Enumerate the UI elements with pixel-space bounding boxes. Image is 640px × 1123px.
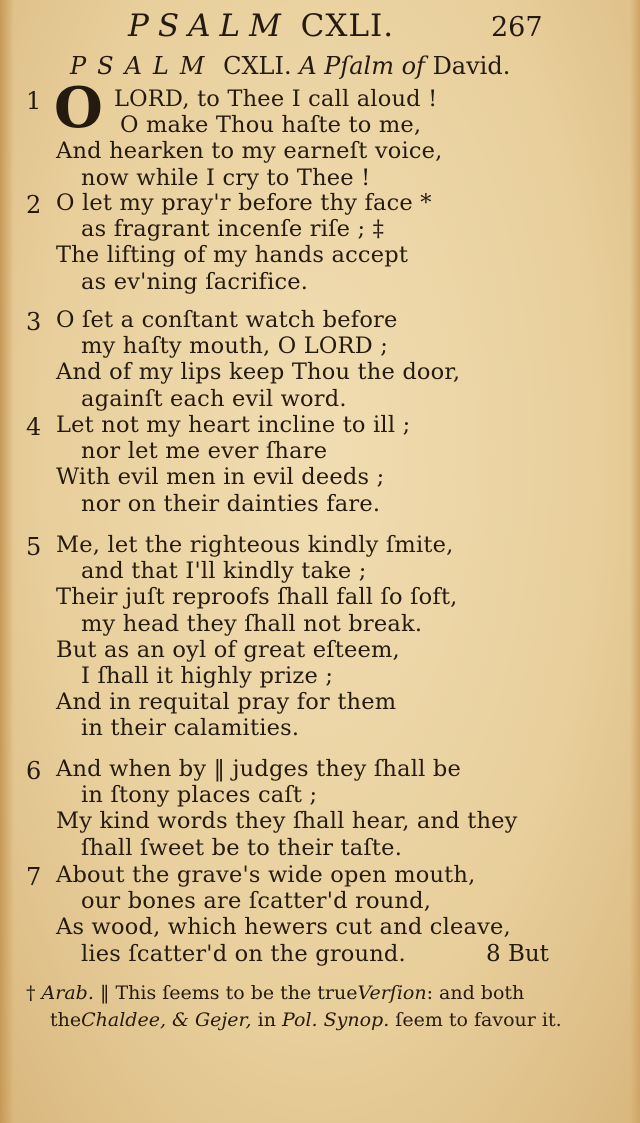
verse-line: And in requital pray for them (56, 689, 397, 716)
psalm-heading-word: PSALM (70, 52, 216, 80)
verse-line: as fragrant incenſe riſe ; ‡ (81, 216, 385, 243)
verse-line: lies ſcatter'd on the ground. (81, 940, 406, 967)
page-number: 267 (491, 12, 543, 43)
verse-line: Their juſt reproofs ſhall fall ſo ſoft, (56, 584, 458, 611)
footnote-text: ‖ This ſeems to be the true (99, 982, 358, 1004)
verse-number: 1 (26, 87, 42, 115)
footnote-text-end: : and both (426, 982, 525, 1004)
verse-number: 7 (26, 863, 42, 891)
verse-line: And when by ‖ judges they ſhall be (56, 756, 461, 782)
verse-line: and that I'll kindly take ; (81, 558, 367, 585)
verse-line: O make Thou haſte to me, (120, 112, 422, 139)
verse-number: 5 (26, 533, 42, 561)
verse-line: Let not my heart incline to ill ; (56, 412, 411, 438)
footnote-version: Verſion (357, 982, 427, 1004)
footnote-in: in (257, 1009, 276, 1031)
verse-number: 4 (26, 413, 42, 441)
running-head-number: CXLI. (300, 8, 395, 44)
verse-line: our bones are ſcatter'd round, (81, 888, 432, 915)
verse-number: 6 (26, 757, 42, 785)
verse-number: 2 (26, 191, 42, 219)
page-edge-shadow-right (630, 0, 640, 1123)
verse-line: I ſhall it highly prize ; (81, 663, 334, 689)
running-head (0, 6, 640, 46)
footnote-pol-synop: Pol. Synop. (282, 1009, 390, 1031)
verse-line: againſt each evil word. (81, 385, 347, 412)
catchword: 8 But (486, 941, 549, 967)
footnote-line-2 (50, 1009, 562, 1031)
verse-line: ſhall ſweet be to their taſte. (81, 834, 403, 861)
running-head-title (128, 8, 394, 44)
verse-line: About the grave's wide open mouth, (56, 862, 476, 888)
psalm-heading (70, 52, 510, 80)
psalm-heading-author: David. (432, 52, 511, 80)
page-edge-shadow-left (0, 0, 14, 1123)
verse-line: Me, let the righteous kindly ſmite, (56, 532, 454, 558)
psalm-heading-subtitle: A Pſalm of (299, 52, 425, 80)
footnote-the: the (50, 1009, 82, 1031)
verse-line: my head they ſhall not break. (81, 610, 423, 637)
psalm-heading-number: CXLI. (223, 52, 292, 80)
running-head-word: PSALM (128, 8, 290, 44)
verse-line: My kind words they ſhall hear, and they (56, 808, 518, 835)
footnote-end: ſeem to favour it. (395, 1009, 562, 1031)
footnote-line-1 (26, 982, 524, 1004)
verse-line: And hearken to my earneſt voice, (56, 138, 443, 165)
footnote-ref-arab: Arab. (41, 982, 94, 1004)
verse-line: O ſet a conſtant watch before (56, 307, 398, 333)
verse-line: in their calamities. (81, 715, 300, 742)
verse-line: The lifting of my hands accept (56, 242, 409, 269)
verse-line: now while I cry to Thee ! (81, 164, 371, 191)
drop-cap: O (54, 75, 103, 141)
verse-line: nor on their dainties fare. (81, 490, 381, 517)
verse-line: in ſtony places caſt ; (81, 782, 318, 809)
verse-line: But as an oyl of great eſteem, (56, 636, 400, 663)
verse-line: nor let me ever ſhare (81, 438, 328, 465)
verse-line: as ev'ning ſacrifice. (81, 268, 309, 295)
verse-line: And of my lips keep Thou the door, (56, 359, 461, 386)
verse-line: With evil men in evil deeds ; (56, 464, 385, 491)
footnote-chaldee: Chaldee, & Gejer, (81, 1009, 252, 1031)
verse-line: As wood, which hewers cut and cleave, (56, 914, 511, 941)
footnote-mark: † (26, 982, 36, 1004)
verse-line: O let my pray'r before thy face * (56, 190, 432, 216)
verse-line: my haſty mouth, O LORD ; (81, 333, 389, 360)
verse-number: 3 (26, 308, 42, 336)
verse-line: LORD, to Thee I call aloud ! (114, 86, 438, 112)
